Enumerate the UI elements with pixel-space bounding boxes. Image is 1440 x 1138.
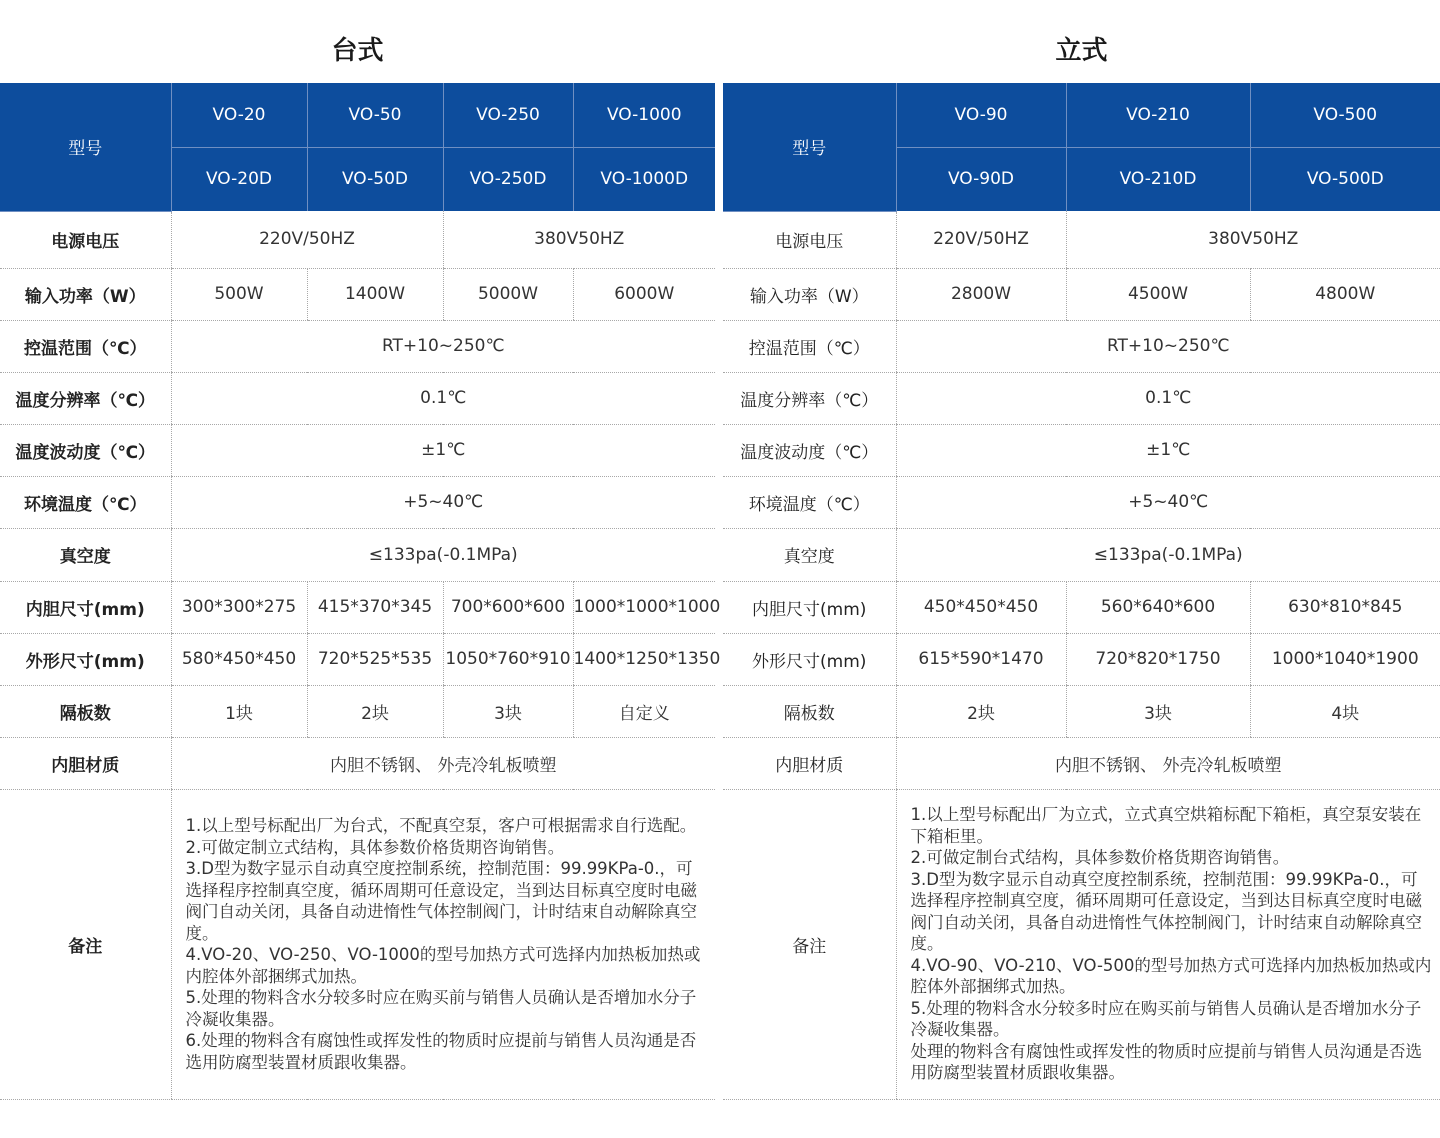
vertical-model-d: VO-500D bbox=[1250, 147, 1440, 211]
vertical-shelves-value: 3块 bbox=[1066, 685, 1250, 737]
row-label: 环境温度（℃） bbox=[0, 476, 171, 528]
row-label: 真空度 bbox=[0, 528, 171, 581]
vertical-fluctuation-value: ±1℃ bbox=[896, 424, 1440, 476]
desktop-outer-size-value: 720*525*535 bbox=[307, 633, 443, 685]
row-label: 备注 bbox=[723, 789, 896, 1099]
desktop-voltage-value: 220V/50HZ bbox=[171, 211, 443, 268]
desktop-model: VO-50 bbox=[307, 83, 443, 147]
note-line: 2.可做定制台式结构，具体参数价格货期咨询销售。 bbox=[910, 848, 1290, 868]
row-label: 电源电压 bbox=[723, 211, 896, 268]
vertical-row-resolution bbox=[723, 372, 1440, 424]
vertical-row-material bbox=[723, 737, 1440, 789]
desktop-power-value: 500W bbox=[171, 268, 307, 320]
row-label: 内胆尺寸(mm) bbox=[0, 581, 171, 633]
desktop-model-d: VO-20D bbox=[171, 147, 307, 211]
desktop-model: VO-250 bbox=[443, 83, 573, 147]
desktop-shelves-value: 自定义 bbox=[573, 685, 715, 737]
vertical-vacuum-value: ≤133pa(-0.1MPa) bbox=[896, 528, 1440, 581]
vertical-outer-size-value: 615*590*1470 bbox=[896, 633, 1066, 685]
desktop-model: VO-1000 bbox=[573, 83, 715, 147]
desktop-model-label: 型号 bbox=[0, 83, 171, 211]
vertical-shelves-value: 2块 bbox=[896, 685, 1066, 737]
row-label: 温度波动度（℃） bbox=[723, 424, 896, 476]
vertical-model-row-top bbox=[723, 83, 1440, 147]
note-line: 1.以上型号标配出厂为台式，不配真空泵，客户可根据需求自行选配。 bbox=[185, 816, 697, 835]
vertical-notes bbox=[896, 789, 1440, 1099]
desktop-model-row-top bbox=[0, 83, 715, 147]
vertical-row-shelves bbox=[723, 685, 1440, 737]
vertical-ambient-value: +5~40℃ bbox=[896, 476, 1440, 528]
vertical-power-value: 2800W bbox=[896, 268, 1066, 320]
desktop-vacuum-value: ≤133pa(-0.1MPa) bbox=[171, 528, 715, 581]
row-label: 备注 bbox=[0, 789, 171, 1099]
desktop-outer-size-value: 1050*760*910 bbox=[443, 633, 573, 685]
note-line: 处理的物料含有腐蚀性或挥发性的物质时应提前与销售人员沟通是否选用防腐型装置材质跟收集器。 bbox=[910, 1041, 1422, 1083]
desktop-temp-range-value: RT+10~250℃ bbox=[171, 320, 715, 372]
desktop-inner-size-value: 415*370*345 bbox=[307, 581, 443, 633]
vertical-row-temp-range bbox=[723, 320, 1440, 372]
desktop-material-value: 内胆不锈钢、 外壳冷轧板喷塑 bbox=[171, 737, 715, 789]
row-label: 外形尺寸(mm) bbox=[723, 633, 896, 685]
desktop-inner-size-value: 1000*1000*1000 bbox=[573, 581, 715, 633]
vertical-model: VO-210 bbox=[1066, 83, 1250, 147]
note-line: 4.VO-90、VO-210、VO-500的型号加热方式可选择内加热板加热或内腔体外部捆绑式加热。 bbox=[910, 955, 1432, 997]
desktop-row-notes bbox=[0, 789, 715, 1099]
desktop-row-temp-range bbox=[0, 320, 715, 372]
desktop-model-d: VO-250D bbox=[443, 147, 573, 211]
desktop-model-d: VO-50D bbox=[307, 147, 443, 211]
row-label: 内胆尺寸(mm) bbox=[723, 581, 896, 633]
row-label: 温度波动度（℃） bbox=[0, 424, 171, 476]
desktop-voltage-value: 380V50HZ bbox=[443, 211, 715, 268]
desktop-inner-size-value: 300*300*275 bbox=[171, 581, 307, 633]
desktop-inner-size-value: 700*600*600 bbox=[443, 581, 573, 633]
vertical-resolution-value: 0.1℃ bbox=[896, 372, 1440, 424]
row-label: 内胆材质 bbox=[0, 737, 171, 789]
vertical-power-value: 4500W bbox=[1066, 268, 1250, 320]
row-label: 真空度 bbox=[723, 528, 896, 581]
note-line: 6.处理的物料含有腐蚀性或挥发性的物质时应提前与销售人员沟通是否选用防腐型装置材质跟收集器。 bbox=[185, 1031, 697, 1072]
vertical-shelves-value: 4块 bbox=[1250, 685, 1440, 737]
vertical-model-label: 型号 bbox=[723, 83, 896, 211]
row-label: 外形尺寸(mm) bbox=[0, 633, 171, 685]
vertical-outer-size-value: 1000*1040*1900 bbox=[1250, 633, 1440, 685]
desktop-ambient-value: +5~40℃ bbox=[171, 476, 715, 528]
vertical-row-voltage bbox=[723, 211, 1440, 268]
vertical-row-power bbox=[723, 268, 1440, 320]
vertical-row-notes bbox=[723, 789, 1440, 1099]
desktop-power-value: 6000W bbox=[573, 268, 715, 320]
vertical-model-d: VO-90D bbox=[896, 147, 1066, 211]
vertical-inner-size-value: 630*810*845 bbox=[1250, 581, 1440, 633]
note-line: 1.以上型号标配出厂为立式，立式真空烘箱标配下箱柜，真空泵安装在下箱柜里。 bbox=[910, 805, 1422, 846]
vertical-voltage-value: 380V50HZ bbox=[1066, 211, 1440, 268]
desktop-fluctuation-value: ±1℃ bbox=[171, 424, 715, 476]
vertical-row-outer-size bbox=[723, 633, 1440, 685]
note-line: 5.处理的物料含水分较多时应在购买前与销售人员确认是否增加水分子冷凝收集器。 bbox=[185, 988, 697, 1029]
desktop-row-ambient bbox=[0, 476, 715, 528]
desktop-shelves-value: 3块 bbox=[443, 685, 573, 737]
desktop-row-vacuum bbox=[0, 528, 715, 581]
desktop-row-voltage bbox=[0, 211, 715, 268]
vertical-outer-size-value: 720*820*1750 bbox=[1066, 633, 1250, 685]
vertical-model: VO-90 bbox=[896, 83, 1066, 147]
note-line: 3.D型为数字显示自动真空度控制系统，控制范围：99.99KPa-0.，可选择程序控制真空度，循环周期可任意设定，当到达目标真空度时电磁阀门自动关闭，具备自动进惰性气体控制阀门，计时结束自动解除真空度。 bbox=[910, 869, 1422, 954]
desktop-row-outer-size bbox=[0, 633, 715, 685]
desktop-row-power bbox=[0, 268, 715, 320]
row-label: 温度分辨率（℃） bbox=[723, 372, 896, 424]
row-label: 隔板数 bbox=[0, 685, 171, 737]
row-label: 环境温度（℃） bbox=[723, 476, 896, 528]
row-label: 温度分辨率（℃） bbox=[0, 372, 171, 424]
vertical-spec-table bbox=[723, 83, 1440, 1100]
desktop-outer-size-value: 1400*1250*1350 bbox=[573, 633, 715, 685]
desktop-spec-table bbox=[0, 83, 721, 1100]
note-line: 4.VO-20、VO-250、VO-1000的型号加热方式可选择内加热板加热或内腔体外部捆绑式加热。 bbox=[185, 945, 701, 986]
desktop-model: VO-20 bbox=[171, 83, 307, 147]
row-label: 输入功率（W） bbox=[723, 268, 896, 320]
row-label: 控温范围（℃） bbox=[723, 320, 896, 372]
vertical-row-inner-size bbox=[723, 581, 1440, 633]
desktop-outer-size-value: 580*450*450 bbox=[171, 633, 307, 685]
vertical-row-ambient bbox=[723, 476, 1440, 528]
desktop-row-fluctuation bbox=[0, 424, 715, 476]
vertical-model: VO-500 bbox=[1250, 83, 1440, 147]
desktop-row-inner-size bbox=[0, 581, 715, 633]
note-line: 5.处理的物料含水分较多时应在购买前与销售人员确认是否增加水分子冷凝收集器。 bbox=[910, 998, 1422, 1040]
desktop-power-value: 5000W bbox=[443, 268, 573, 320]
note-line: 3.D型为数字显示自动真空度控制系统，控制范围：99.99KPa-0.，可选择程序控制真空度，循环周期可任意设定，当到达目标真空度时电磁阀门自动关闭，具备自动进惰性气体控制阀门，计时结束自动解除真空度。 bbox=[185, 859, 697, 943]
vertical-model-d: VO-210D bbox=[1066, 147, 1250, 211]
vertical-title: 立式 bbox=[1055, 36, 1108, 66]
desktop-row-resolution bbox=[0, 372, 715, 424]
desktop-power-value: 1400W bbox=[307, 268, 443, 320]
vertical-row-fluctuation bbox=[723, 424, 1440, 476]
desktop-model-d: VO-1000D bbox=[573, 147, 715, 211]
vertical-material-value: 内胆不锈钢、 外壳冷轧板喷塑 bbox=[896, 737, 1440, 789]
desktop-shelves-value: 2块 bbox=[307, 685, 443, 737]
vertical-row-vacuum bbox=[723, 528, 1440, 581]
vertical-inner-size-value: 450*450*450 bbox=[896, 581, 1066, 633]
desktop-resolution-value: 0.1℃ bbox=[171, 372, 715, 424]
desktop-notes bbox=[171, 789, 715, 1099]
vertical-temp-range-value: RT+10~250℃ bbox=[896, 320, 1440, 372]
row-label: 控温范围（℃） bbox=[0, 320, 171, 372]
row-label: 电源电压 bbox=[0, 211, 171, 268]
desktop-row-material bbox=[0, 737, 715, 789]
desktop-title: 台式 bbox=[331, 36, 384, 66]
vertical-inner-size-value: 560*640*600 bbox=[1066, 581, 1250, 633]
row-label: 内胆材质 bbox=[723, 737, 896, 789]
desktop-row-shelves bbox=[0, 685, 715, 737]
vertical-power-value: 4800W bbox=[1250, 268, 1440, 320]
vertical-voltage-value: 220V/50HZ bbox=[896, 211, 1066, 268]
note-line: 2.可做定制立式结构，具体参数价格货期咨询销售。 bbox=[185, 837, 565, 857]
row-label: 隔板数 bbox=[723, 685, 896, 737]
desktop-shelves-value: 1块 bbox=[171, 685, 307, 737]
row-label: 输入功率（W） bbox=[0, 268, 171, 320]
